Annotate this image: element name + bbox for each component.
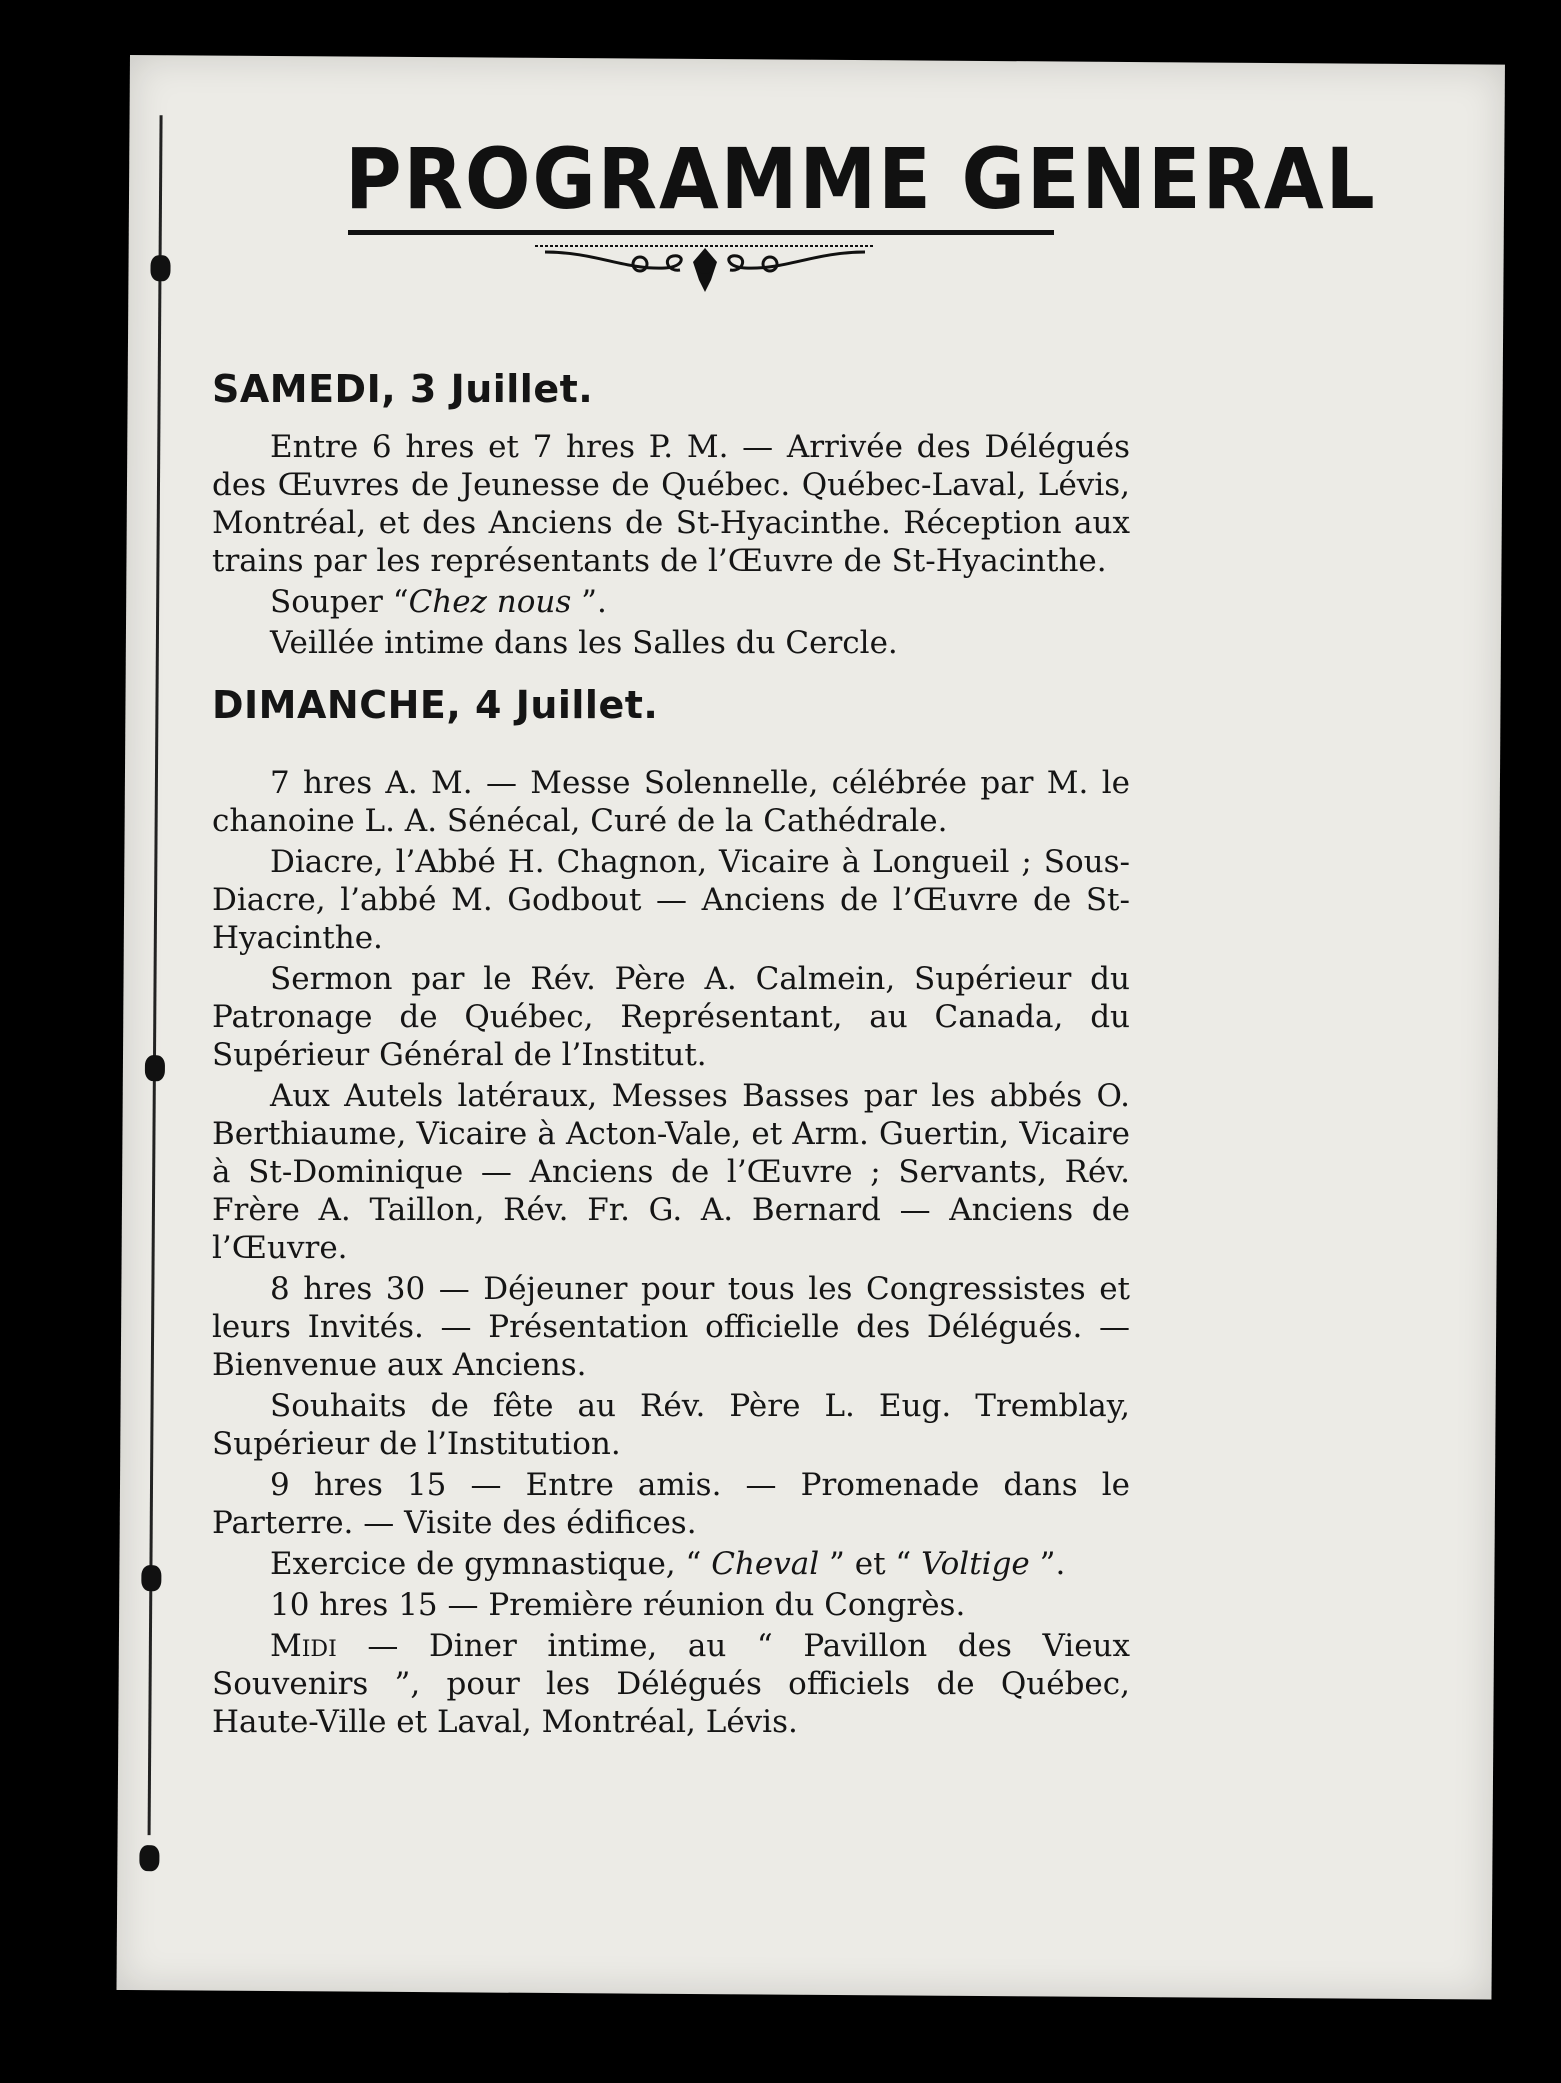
- binding-stitch: [141, 1565, 161, 1591]
- day-heading: SAMEDI, 3 Juillet.: [212, 367, 594, 411]
- paragraph-midi: [212, 1627, 1130, 1741]
- paragraph: 9 hres 15 — Entre amis. — Promenade dans le Parterre. — Visite des édifices.: [212, 1467, 1130, 1541]
- italic-text: Voltige: [921, 1546, 1030, 1582]
- paragraph: Veillée intime dans les Salles du Cercle.: [270, 625, 898, 661]
- paragraph: 7 hres A. M. — Messe Solennelle, célébrée par M. le chanoine L. A. Sénécal, Curé de la Cathédrale.: [212, 765, 1130, 839]
- paragraph: Entre 6 hres et 7 hres P. M. — Arrivée des Délégués des Œuvres de Jeunesse de Québec. Québec-Laval, Lévis, Montréal, et des Anciens de St-Hyacinthe. Réception aux trains par les représentants de l’Œuvre de St-Hyacinthe.: [212, 429, 1130, 579]
- text-fragment: — Diner intime, au “ Pavillon des Vieux Souvenirs ”, pour les Délégués officiels de Québec, Haute-Ville et Laval, Montréal, Lévis.: [212, 1628, 1130, 1740]
- binding-stitch: [145, 1055, 165, 1081]
- binding-stitch: [139, 1845, 159, 1871]
- text-fragment: Souper “: [270, 584, 409, 620]
- small-caps-text: Midi: [270, 1628, 337, 1664]
- paragraph: 10 hres 15 — Première réunion du Congrès.: [270, 1587, 966, 1623]
- paragraph: Diacre, l’Abbé H. Chagnon, Vicaire à Longueil ; Sous-Diacre, l’abbé M. Godbout — Anciens de l’Œuvre de St-Hyacinthe.: [212, 844, 1130, 956]
- paragraph: Souhaits de fête au Rév. Père L. Eug. Tremblay, Supérieur de l’Institution.: [212, 1388, 1130, 1462]
- programme-content: [212, 367, 1130, 1744]
- ornament-flourish: [535, 240, 875, 310]
- page-title: PROGRAMME GENERAL: [345, 130, 1377, 228]
- title-underline: [348, 230, 1054, 235]
- day-heading: DIMANCHE, 4 Juillet.: [212, 683, 659, 727]
- text-fragment: Exercice de gymnastique, “: [270, 1546, 712, 1582]
- text-fragment: ”.: [571, 584, 607, 620]
- paragraph: Aux Autels latéraux, Messes Basses par les abbés O. Berthiaume, Vicaire à Acton-Vale, et Arm. Guertin, Vicaire à St-Dominique — Anciens de l’Œuvre ; Servants, Rév. Frère A. Taillon, Rév. Fr. G. A. Bernard — Anciens de l’Œuvre.: [212, 1078, 1130, 1266]
- paragraph-souper: [212, 583, 1130, 621]
- italic-text: Chez nous: [408, 584, 572, 620]
- paragraph: Sermon par le Rév. Père A. Calmein, Supérieur du Patronage de Québec, Représentant, au Canada, du Supérieur Général de l’Institut.: [212, 961, 1130, 1073]
- text-fragment: ”.: [1029, 1546, 1066, 1582]
- paragraph: 8 hres 30 — Déjeuner pour tous les Congressistes et leurs Invités. — Présentation officielle des Délégués. — Bienvenue aux Anciens.: [212, 1271, 1130, 1383]
- italic-text: Cheval: [711, 1546, 820, 1582]
- paragraph-exercice: [212, 1545, 1130, 1583]
- text-fragment: ” et “: [819, 1546, 922, 1582]
- binding-stitch: [150, 255, 170, 281]
